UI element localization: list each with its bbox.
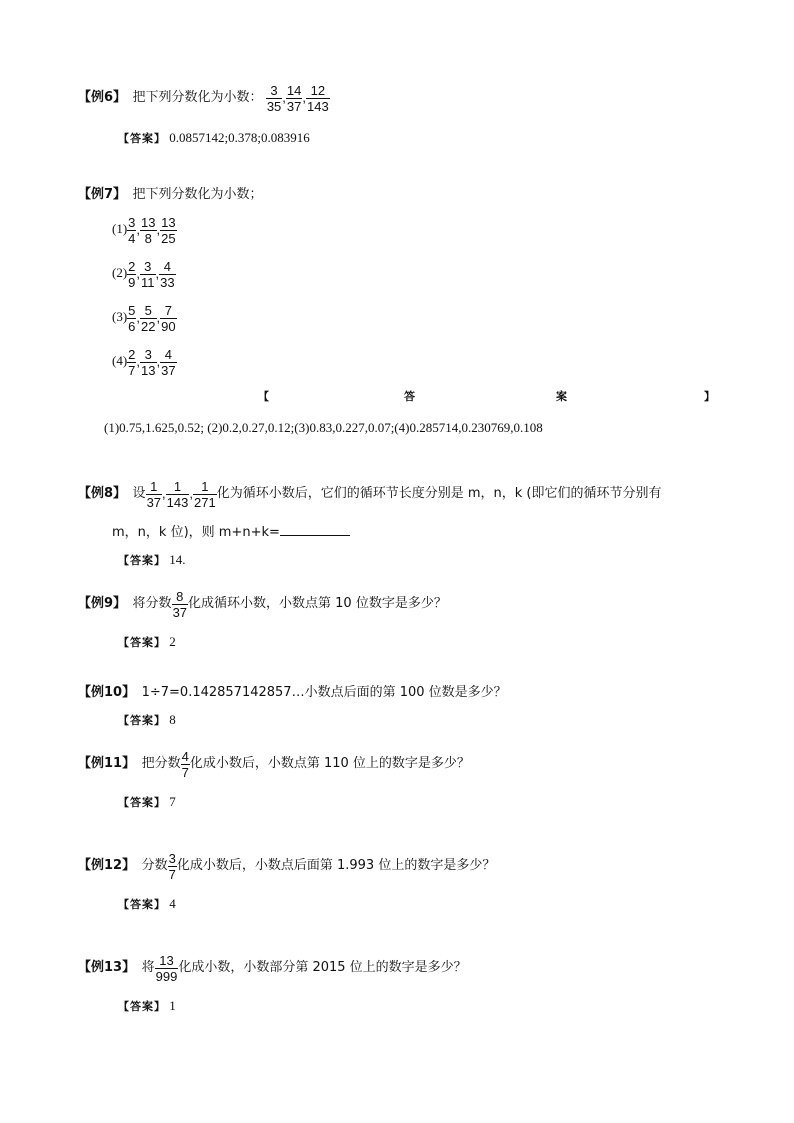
fraction: $\frac{5}{6}$: [128, 302, 136, 334]
fraction: $\frac{2}{9}$: [128, 258, 136, 290]
example-label: 【例7】: [78, 187, 127, 202]
fraction: $\frac{1}{271}$: [193, 478, 216, 510]
group-1: (1) $\frac{3}{4}$ , $\frac{13}{8}$ , $\frac{13}{25}$: [112, 214, 176, 246]
fraction: $\frac{1}{143}$: [166, 478, 189, 510]
answer-label-spread: 【 答 案 】: [258, 390, 715, 403]
answer-12: 【答案】 4: [118, 896, 176, 911]
example-6: 【例6】 把下列分数化为小数： $\frac{3}{35}$ , $\frac{14}{37}$ , $\frac{12}{143}$: [78, 82, 329, 114]
question-text: 把下列分数化为小数；: [132, 187, 263, 202]
answer-13: 【答案】 1: [118, 998, 176, 1013]
group-2: (2) $\frac{2}{9}$ , $\frac{3}{11}$ , $\frac{4}{33}$: [112, 258, 175, 290]
example-10: 【例10】 1÷7=0.142857142857…小数点后面的第 100 位数是多少？: [78, 685, 507, 700]
answer-7: (1)0.75,1.625,0.52; (2)0.2,0.27,0.12;(3)0.83,0.227,0.07;(4)0.285714,0.230769,0.108: [104, 420, 543, 435]
example-label: 【例12】: [78, 858, 136, 873]
fraction: $\frac{5}{22}$: [141, 302, 156, 334]
example-label: 【例9】: [78, 596, 127, 611]
fraction: $\frac{1}{37}$: [146, 478, 162, 510]
fraction: $\frac{4}{7}$: [181, 748, 189, 780]
answer-blank: [280, 523, 350, 536]
example-label: 【例13】: [78, 960, 136, 975]
answer-text: 0.0857142;0.378;0.083916: [169, 130, 310, 145]
example-12: 【例12】 分数 $\frac{3}{7}$ 化成小数后，小数点后面第 1.993 位上的数字是多少？: [78, 850, 496, 882]
fraction: $\frac{4}{37}$: [161, 346, 176, 378]
fraction: $\frac{3}{11}$: [141, 258, 155, 290]
example-9: 【例9】 将分数 $\frac{8}{37}$ 化成循环小数，小数点第 10 位数字是多少？: [78, 588, 447, 620]
example-label: 【例6】: [78, 90, 127, 105]
fraction: $\frac{12}{143}$: [307, 82, 329, 114]
answer-6: [118, 128, 310, 149]
fraction: $\frac{3}{7}$: [168, 850, 176, 882]
fraction: $\frac{3}{35}$: [266, 82, 282, 114]
answer-9: 【答案】 2: [118, 634, 176, 649]
answer-10: 【答案】 8: [118, 712, 176, 727]
answer-11: 【答案】 7: [118, 794, 176, 809]
question-text: 把下列分数化为小数：: [132, 90, 263, 105]
group-4: (4) $\frac{2}{7}$ , $\frac{3}{13}$ , $\frac{4}{37}$: [112, 346, 176, 378]
example-13: 【例13】 将 $\frac{13}{999}$ 化成小数，小数部分第 2015 位上的数字是多少？: [78, 952, 467, 984]
fraction: $\frac{2}{7}$: [128, 346, 136, 378]
example-8: 【例8】 设 $\frac{1}{37}$ , $\frac{1}{143}$ , $\frac{1}{271}$ 化为循环小数后，它们的循环节长度分别是 m，n，k (即它们的循环节分别有: [78, 478, 662, 510]
example-7: [78, 184, 263, 205]
example-label: 【例11】: [78, 756, 136, 771]
group-3: (3) $\frac{5}{6}$ , $\frac{5}{22}$ , $\frac{7}{90}$: [112, 302, 176, 334]
example-8-line2: m，n，k 位)，则 m+n+k=: [112, 522, 350, 543]
fraction: $\frac{14}{37}$: [286, 82, 302, 114]
answer-label: 【答案】: [118, 132, 166, 145]
fraction: $\frac{7}{90}$: [161, 302, 176, 334]
fraction: $\frac{13}{999}$: [155, 952, 178, 984]
fraction: $\frac{13}{8}$: [141, 214, 156, 246]
answer-8: 【答案】 14.: [118, 552, 186, 567]
fraction: $\frac{13}{25}$: [161, 214, 176, 246]
example-11: 【例11】 把分数 $\frac{4}{7}$ 化成小数后，小数点第 110 位上的数字是多少？: [78, 748, 470, 780]
example-label: 【例8】: [78, 486, 127, 501]
fraction: $\frac{4}{33}$: [160, 258, 175, 290]
fraction: $\frac{3}{4}$: [128, 214, 136, 246]
fraction: $\frac{8}{37}$: [172, 588, 188, 620]
example-label: 【例10】: [78, 685, 136, 700]
fraction: $\frac{3}{13}$: [141, 346, 156, 378]
